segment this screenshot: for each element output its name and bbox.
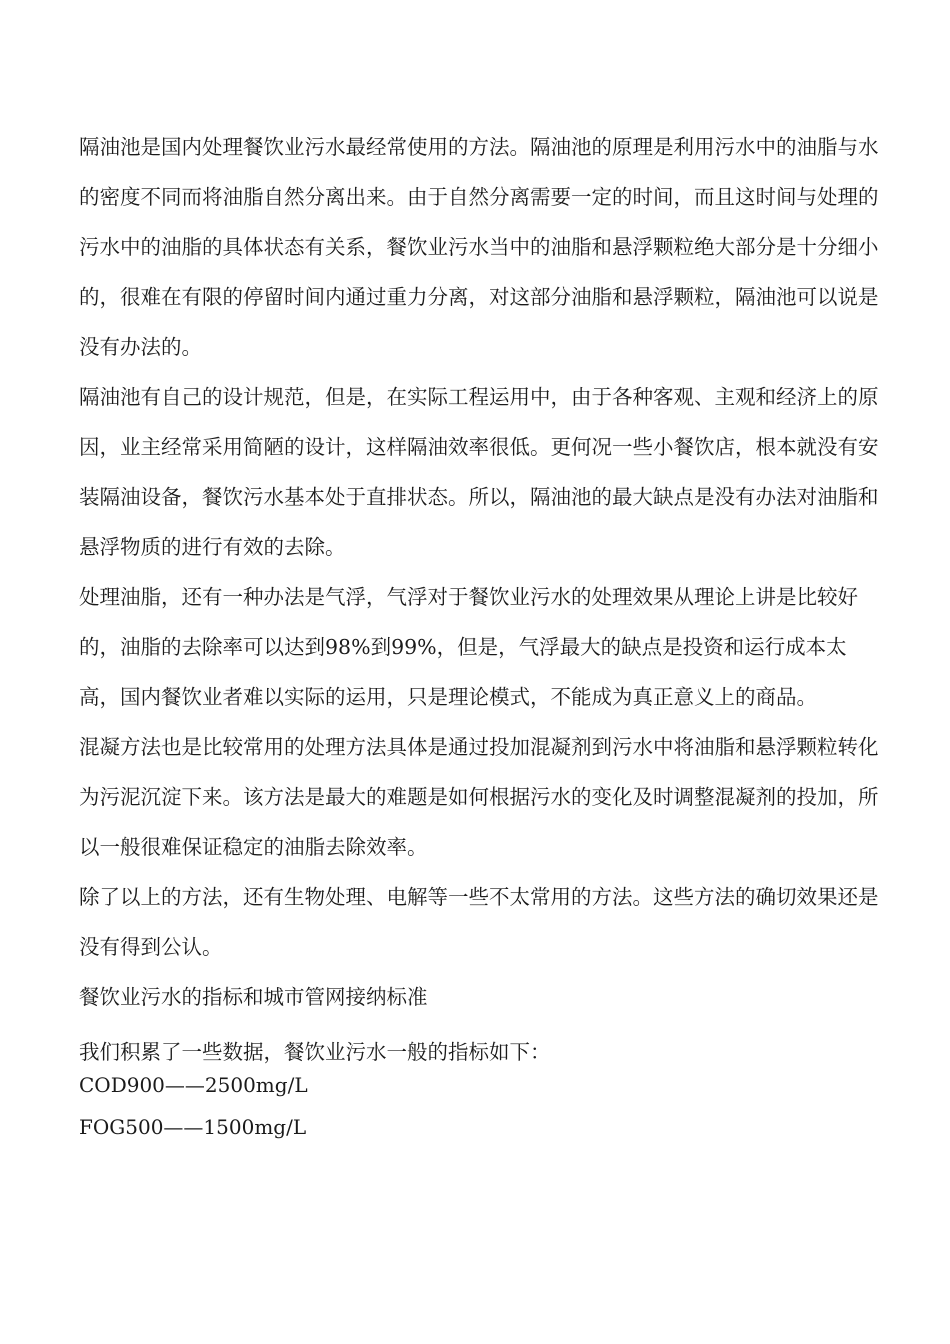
paragraph-other-methods: 除了以上的方法，还有生物处理、电解等一些不太常用的方法。这些方法的确切效果还是没有得到公认。: [79, 885, 879, 959]
paragraph-coagulation: 混凝方法也是比较常用的处理方法具体是通过投加混凝剂到污水中将油脂和悬浮颗粒转化为污泥沉淀下来。该方法是最大的难题是如何根据污水的变化及时调整混凝剂的投加，所以一般很难保证稳定的油脂去除效率。: [79, 735, 879, 859]
document-body: [79, 122, 879, 1140]
paragraph-oil-separator-principle: 隔油池是国内处理餐饮业污水最经常使用的方法。隔油池的原理是利用污水中的油脂与水的密度不同而将油脂自然分离出来。由于自然分离需要一定的时间，而且这时间与处理的污水中的油脂的具体状态有关系，餐饮业污水当中的油脂和悬浮颗粒绝大部分是十分细小的，很难在有限的停留时间内通过重力分离，对这部分油脂和悬浮颗粒，隔油池可以说是没有办法的。: [79, 135, 879, 359]
paragraph-oil-separator-design: 隔油池有自己的设计规范，但是，在实际工程运用中，由于各种客观、主观和经济上的原因，业主经常采用简陋的设计，这样隔油效率很低。更何况一些小餐饮店，根本就没有安装隔油设备，餐饮污水基本处于直排状态。所以，隔油池的最大缺点是没有办法对油脂和悬浮物质的进行有效的去除。: [79, 385, 879, 559]
metric-cod: COD900——2500mg/L: [79, 1073, 308, 1097]
metrics-intro: 我们积累了一些数据，餐饮业污水一般的指标如下：: [79, 1040, 551, 1064]
metric-fog: FOG500——1500mg/L: [79, 1115, 307, 1139]
paragraph-air-flotation: 处理油脂，还有一种办法是气浮，气浮对于餐饮业污水的处理效果从理论上讲是比较好的，油脂的去除率可以达到98%到99%，但是，气浮最大的缺点是投资和运行成本太高，国内餐饮业者难以实际的运用，只是理论模式，不能成为真正意义上的商品。: [79, 585, 858, 709]
section-heading: 餐饮业污水的指标和城市管网接纳标准: [79, 985, 428, 1009]
